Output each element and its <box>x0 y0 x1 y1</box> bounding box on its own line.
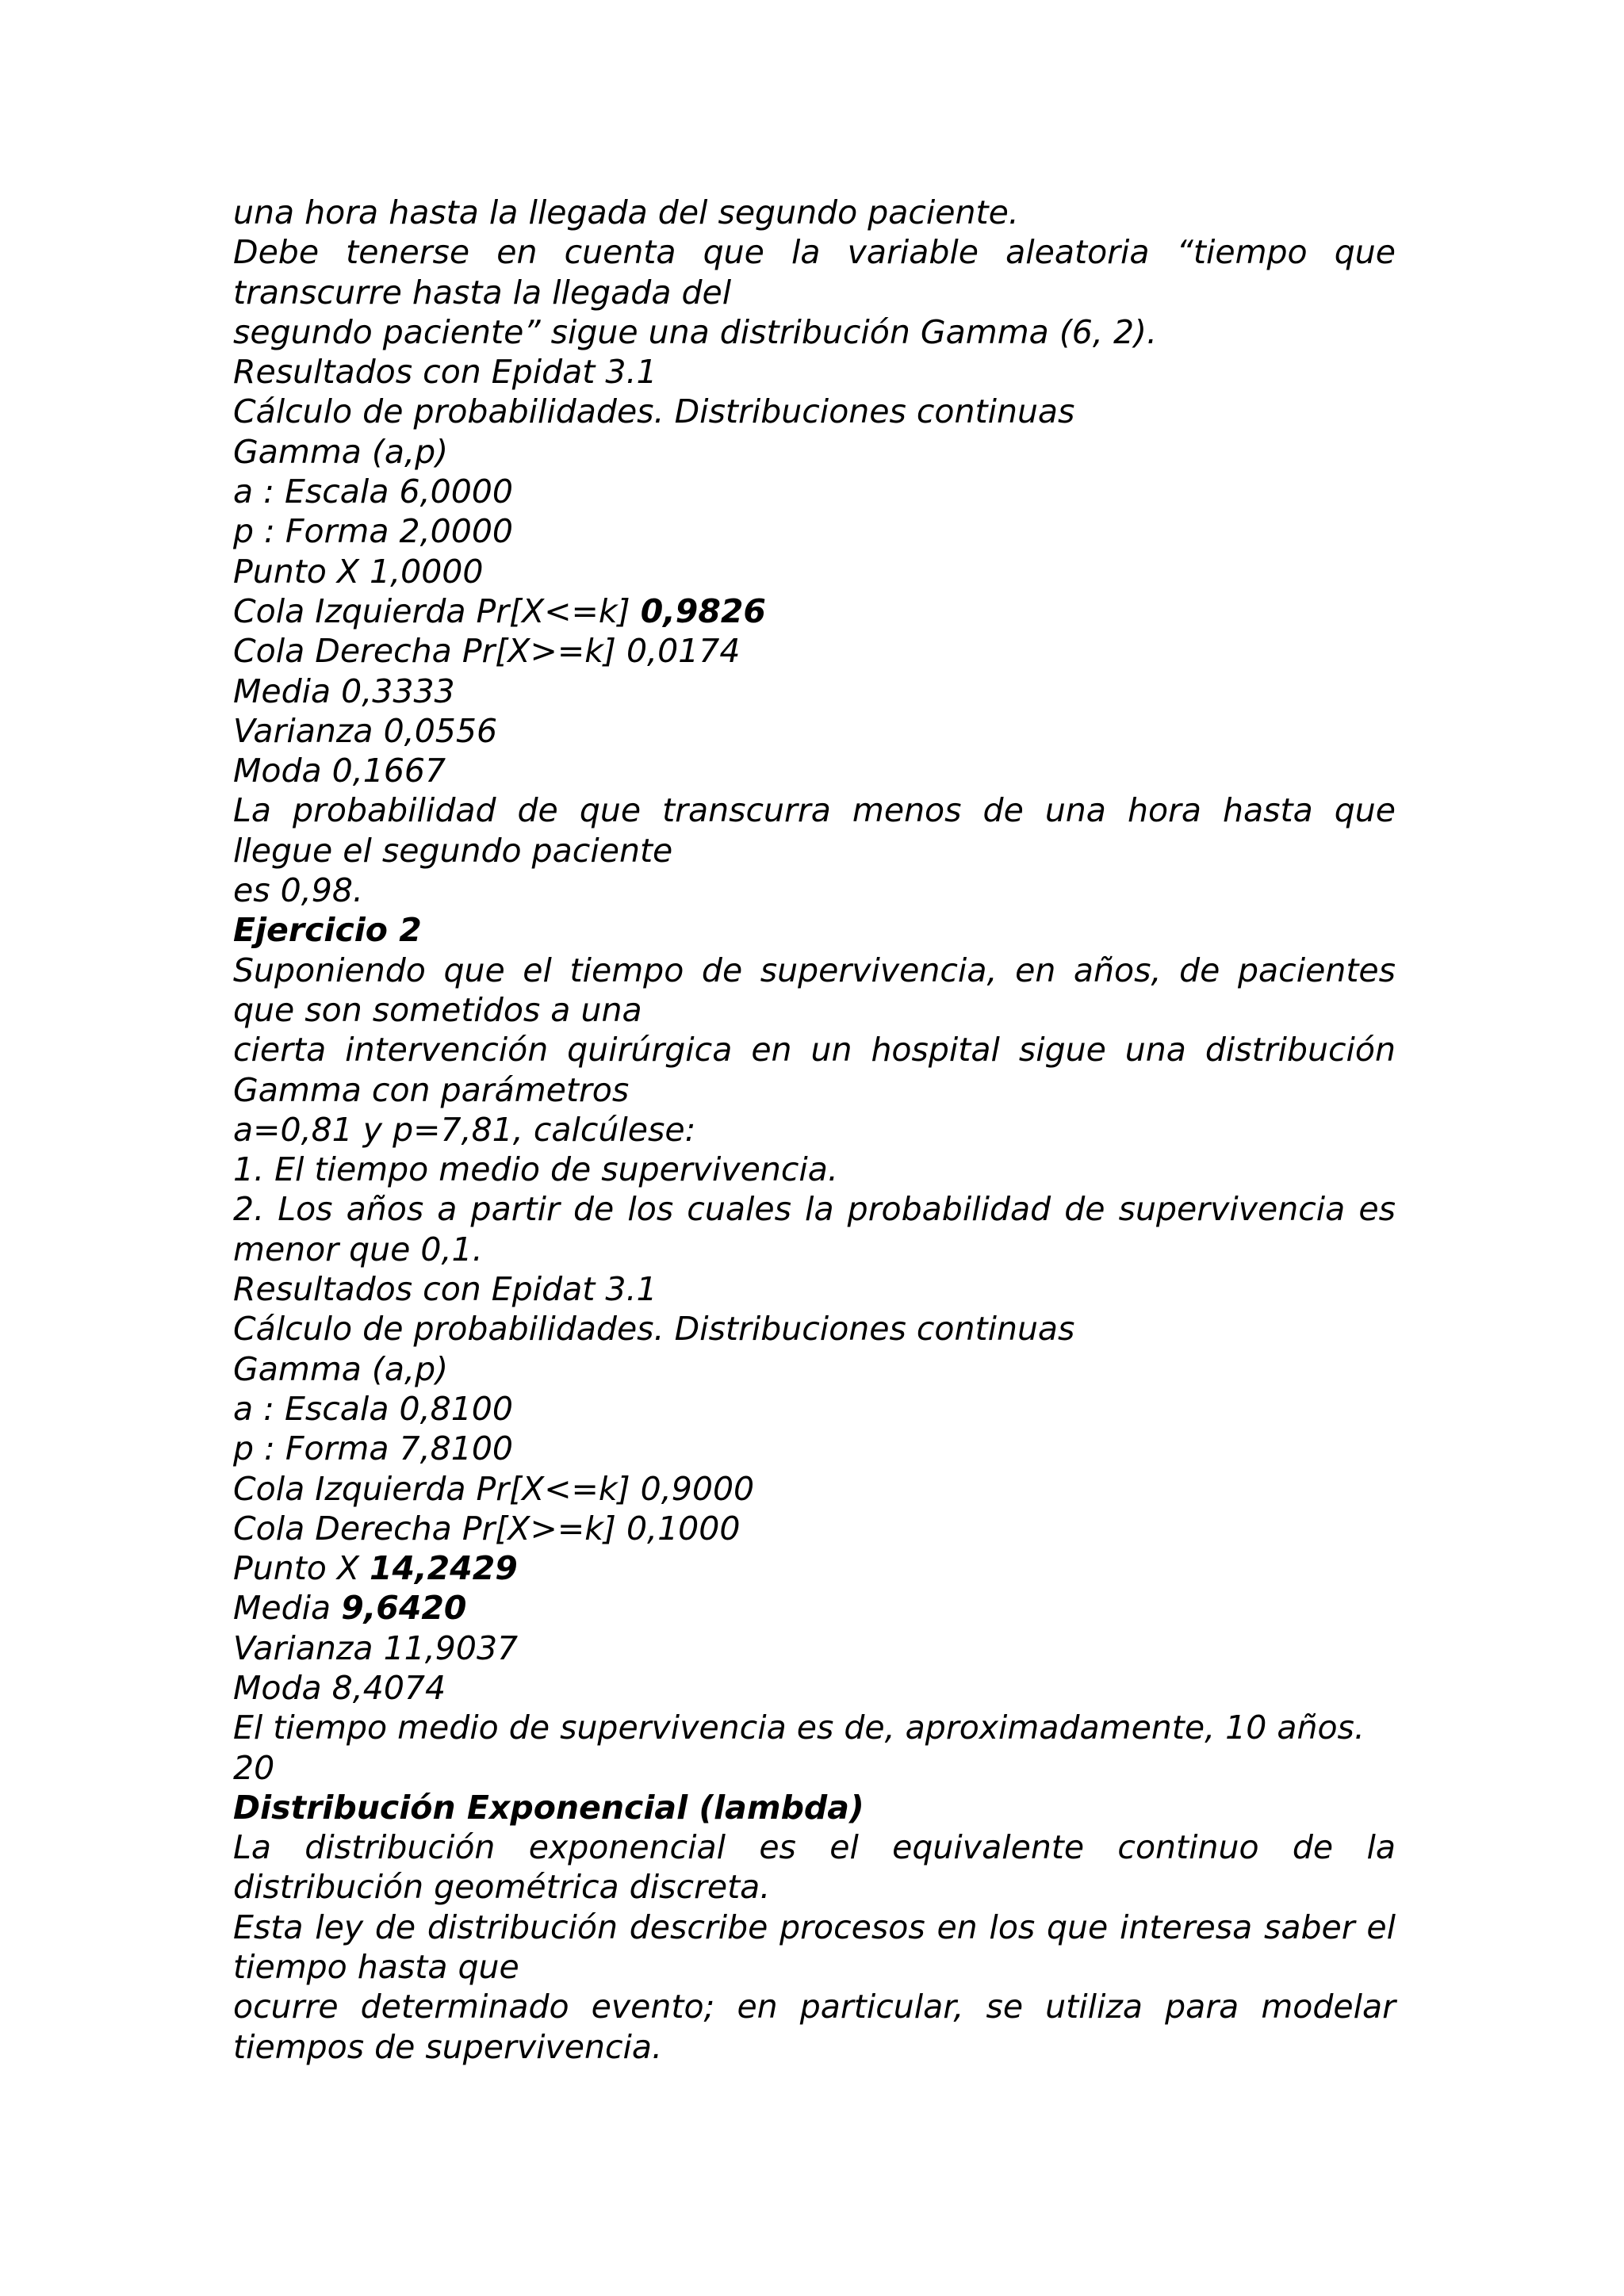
text-line: Punto X 1,0000 <box>233 552 484 591</box>
text-line: Gamma (a,p) <box>233 1349 449 1388</box>
document-body <box>233 193 1396 2067</box>
text-line: Esta ley de distribución describe procesos en los que interesa saber el <box>233 1908 1396 1946</box>
text-line: p : Forma 2,0000 <box>233 512 513 551</box>
text-line: La distribución exponencial es el equivalente continuo de la <box>233 1828 1396 1867</box>
text-line: es 0,98. <box>233 871 363 910</box>
text-line: Suponiendo que el tiempo de supervivencia, en años, de pacientes <box>233 951 1396 989</box>
text-line: Gamma con parámetros <box>233 1070 630 1109</box>
text-line: tiempo hasta que <box>233 1948 519 1987</box>
bold-value: 9,6420 <box>341 1589 467 1628</box>
text-line: una hora hasta la llegada del segundo paciente. <box>233 193 1019 232</box>
line-text: Media <box>233 1589 342 1628</box>
bold-value: 0,9826 <box>640 591 766 630</box>
text-line: llegue el segundo paciente <box>233 831 673 870</box>
text-line: Cola Derecha Pr[X>=k] 0,0174 <box>233 632 741 671</box>
text-line: a : Escala 6,0000 <box>233 473 513 511</box>
text-line: Moda 8,4074 <box>233 1668 446 1707</box>
text-line: Gamma (a,p) <box>233 432 449 471</box>
section-heading: Ejercicio 2 <box>233 911 422 950</box>
line-text: Punto X <box>233 1549 370 1588</box>
bold-value: 14,2429 <box>370 1549 518 1588</box>
text-line: segundo paciente” sigue una distribución Gamma (6, 2). <box>233 312 1158 351</box>
text-line: a : Escala 0,8100 <box>233 1389 513 1428</box>
text-line: 1. El tiempo medio de supervivencia. <box>233 1150 838 1189</box>
text-line: Cálculo de probabilidades. Distribuciones continuas <box>233 1310 1075 1349</box>
text-line: Resultados con Epidat 3.1 <box>233 1270 657 1309</box>
text-line <box>233 1588 1396 1628</box>
text-line: que son sometidos a una <box>233 990 642 1029</box>
page-number: 20 <box>233 1748 275 1787</box>
text-line: distribución geométrica discreta. <box>233 1868 771 1907</box>
text-line: Cola Derecha Pr[X>=k] 0,1000 <box>233 1509 741 1548</box>
text-line: Resultados con Epidat 3.1 <box>233 353 657 392</box>
text-line: La probabilidad de que transcurra menos de una hora hasta que <box>233 791 1396 830</box>
text-line: Debe tenerse en cuenta que la variable aleatoria “tiempo que <box>233 233 1396 272</box>
text-line: p : Forma 7,8100 <box>233 1429 513 1468</box>
text-line: Varianza 11,9037 <box>233 1628 519 1667</box>
text-line: Varianza 0,0556 <box>233 711 498 750</box>
text-line: ocurre determinado evento; en particular, se utiliza para modelar <box>233 1988 1396 2026</box>
text-line: 2. Los años a partir de los cuales la probabilidad de supervivencia es <box>233 1190 1396 1229</box>
text-line: tiempos de supervivencia. <box>233 2027 663 2066</box>
text-line: transcurre hasta la llegada del <box>233 273 732 312</box>
text-line: Moda 0,1667 <box>233 752 446 790</box>
text-line: El tiempo medio de supervivencia es de, aproximadamente, 10 años. <box>233 1709 1365 1747</box>
text-line: menor que 0,1. <box>233 1230 483 1269</box>
text-line <box>233 1548 1396 1588</box>
text-line: Cola Izquierda Pr[X<=k] 0,9000 <box>233 1469 755 1508</box>
text-line: a=0,81 y p=7,81, calcúlese: <box>233 1110 696 1149</box>
section-heading: Distribución Exponencial (lambda) <box>233 1788 864 1827</box>
line-text: Cola Izquierda Pr[X<=k] <box>233 591 641 630</box>
text-line: cierta intervención quirúrgica en un hospital sigue una distribución <box>233 1031 1396 1070</box>
text-line: Cálculo de probabilidades. Distribuciones continuas <box>233 392 1075 431</box>
text-line <box>233 591 1396 631</box>
text-line: Media 0,3333 <box>233 672 455 710</box>
